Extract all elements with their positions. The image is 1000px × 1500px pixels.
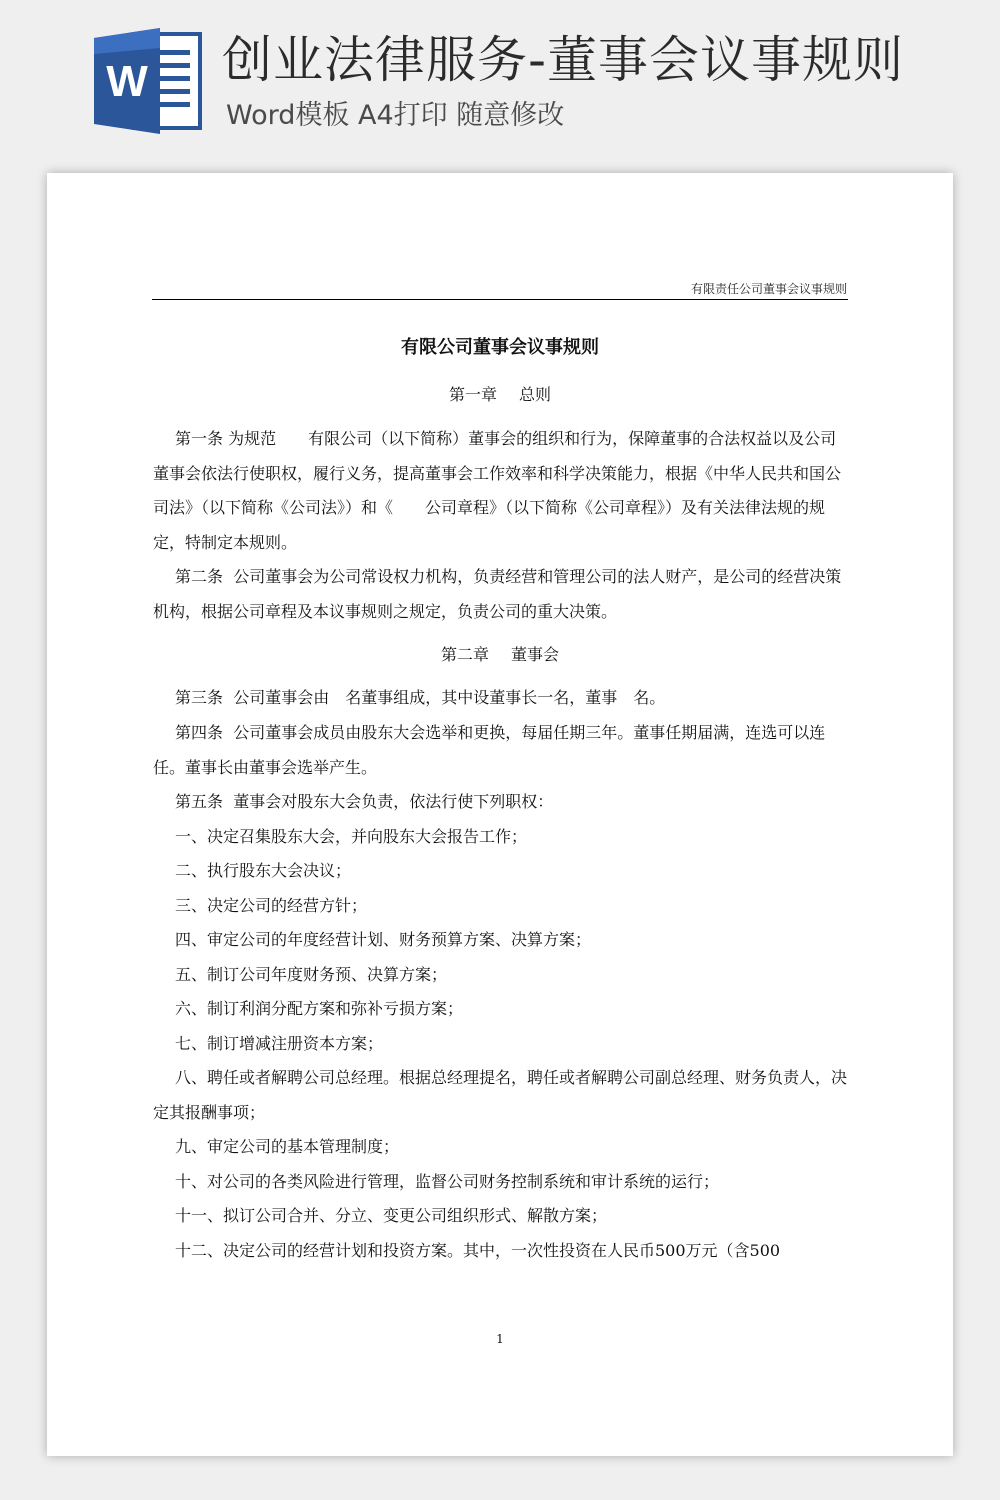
document-page (47, 173, 953, 1456)
article-label: 第二条 (175, 567, 224, 586)
list-item: 十一、拟订公司合并、分立、变更公司组织形式、解散方案； (175, 1206, 608, 1225)
article-4 (153, 716, 848, 785)
banner-subtitle: Word模板 A4打印 随意修改 (226, 100, 565, 131)
article-text: 公司董事会成员由股东大会选举和更换，每届任期三年。董事任期届满，连选可以连任。董事长由董事会选举产生。 (153, 723, 826, 777)
article-3 (153, 681, 848, 716)
word-icon-letter: W (106, 57, 148, 106)
template-banner (0, 0, 1000, 150)
chapter-heading-2 (47, 643, 953, 667)
chapter-number: 第一章 (448, 385, 497, 404)
article-text: 董事会对股东大会负责，依法行使下列职权： (233, 792, 554, 811)
article-label: 第四条 (175, 723, 224, 742)
header-divider (152, 299, 848, 300)
list-item: 二、执行股东大会决议； (175, 861, 352, 880)
list-item: 四、审定公司的年度经营计划、财务预算方案、决算方案； (175, 930, 592, 949)
article-text: 公司董事会由 名董事组成，其中设董事长一名，董事 名。 (233, 688, 666, 707)
list-item: 十、对公司的各类风险进行管理，监督公司财务控制系统和审计系统的运行； (175, 1172, 720, 1191)
banner-title: 创业法律服务-董事会议事规则 (222, 31, 905, 89)
chapter-number: 第二章 (440, 645, 489, 664)
article-label: 第三条 (175, 688, 224, 707)
list-item: 九、审定公司的基本管理制度； (175, 1137, 400, 1156)
list-item: 十二、决定公司的经营计划和投资方案。其中，一次性投资在人民币500万元（含500 (175, 1241, 781, 1260)
list-item: 六、制订利润分配方案和弥补亏损方案； (175, 999, 464, 1018)
chapter-heading-1 (47, 383, 953, 407)
list-item: 五、制订公司年度财务预、决算方案； (175, 965, 448, 984)
list-item: 三、决定公司的经营方针； (175, 896, 368, 915)
article-text: 公司董事会为公司常设权力机构，负责经营和管理公司的法人财产，是公司的经营决策机构，根据公司章程及本议事规则之规定，负责公司的重大决策。 (153, 567, 842, 621)
chapter-name: 总则 (519, 385, 552, 404)
article-5 (153, 785, 848, 820)
article-text: 为规范 有限公司（以下简称）董事会的组织和行为，保障董事的合法权益以及公司董事会依法行使职权，履行义务，提高董事会工作效率和科学决策能力，根据《中华人民共和国公司法》（以下简称《公司法》）和《 公司章程》（以下简称《公司章程》）及有关法律法规的规定，特制定本规则。 (153, 429, 842, 552)
word-document-icon (94, 28, 206, 134)
list-item: 一、决定召集股东大会，并向股东大会报告工作； (175, 827, 528, 846)
list-item: 七、制订增减注册资本方案； (175, 1034, 384, 1053)
document-title: 有限公司董事会议事规则 (401, 337, 599, 358)
article-label: 第五条 (175, 792, 224, 811)
article-1 (153, 422, 848, 560)
list-item: 八、聘任或者解聘公司总经理。根据总经理提名，聘任或者解聘公司副总经理、财务负责人，决定其报酬事项； (153, 1068, 848, 1122)
article-2 (153, 560, 848, 629)
running-header: 有限责任公司董事会议事规则 (690, 282, 847, 296)
page-number: 1 (496, 1332, 504, 1346)
article-label: 第一条 (175, 429, 224, 448)
chapter-name: 董事会 (511, 645, 560, 664)
